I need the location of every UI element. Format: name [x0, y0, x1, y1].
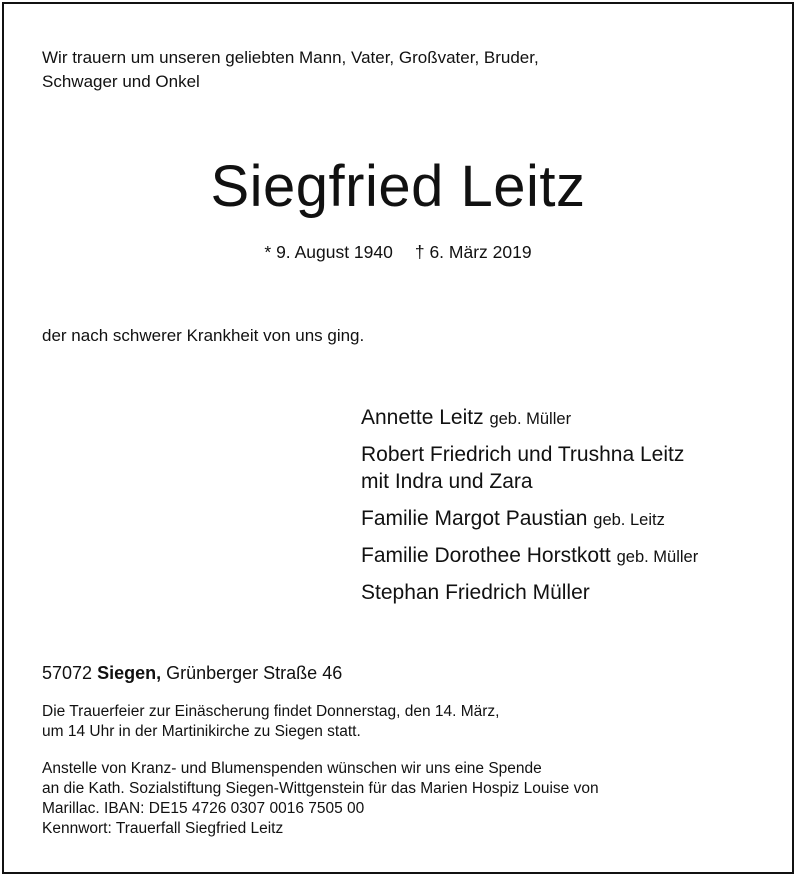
- mourner-name: Annette Leitz: [361, 406, 484, 429]
- donation-line-2: an die Kath. Sozialstiftung Siegen-Wittgenstein für das Marien Hospiz Louise von: [42, 780, 599, 797]
- mourner-name: Robert Friedrich und Trushna Leitz: [361, 443, 685, 466]
- mourner-name-continued: mit Indra und Zara: [361, 470, 533, 493]
- address-city: Siegen,: [97, 663, 162, 683]
- life-dates: [4, 240, 792, 264]
- funeral-service-info: [42, 702, 500, 742]
- intro-text: [42, 46, 539, 94]
- mourner-maiden-name: geb. Müller: [616, 548, 699, 566]
- mourners-list: [361, 404, 698, 614]
- mourner-item: [361, 579, 698, 606]
- donation-line-3: Marillac. IBAN: DE15 4726 0307 0016 7505 00: [42, 800, 365, 817]
- mourner-maiden-name: geb. Müller: [489, 410, 572, 428]
- donation-info: [42, 759, 599, 839]
- intro-line-1: Wir trauern um unseren geliebten Mann, Vater, Großvater, Bruder,: [42, 48, 539, 67]
- intro-line-2: Schwager und Onkel: [42, 72, 200, 91]
- donation-line-1: Anstelle von Kranz- und Blumenspenden wünschen wir uns eine Spende: [42, 760, 542, 777]
- mourner-item: [361, 542, 698, 571]
- mourner-maiden-name: geb. Leitz: [593, 511, 665, 529]
- mourner-name: Familie Dorothee Horstkott: [361, 544, 611, 567]
- birth-date: * 9. August 1940: [264, 242, 393, 262]
- address-postcode: 57072: [42, 663, 93, 683]
- family-address: [42, 661, 342, 685]
- donation-line-4: Kennwort: Trauerfall Siegfried Leitz: [42, 820, 284, 837]
- death-date: † 6. März 2019: [414, 242, 532, 262]
- address-street: Grünberger Straße 46: [166, 663, 343, 683]
- mourner-item: [361, 404, 698, 433]
- service-line-2: um 14 Uhr in der Martinikirche zu Siegen statt.: [42, 723, 361, 740]
- mourner-item: [361, 505, 698, 534]
- obituary-notice: [2, 2, 794, 874]
- mourner-name: Stephan Friedrich Müller: [361, 581, 590, 604]
- mourner-item: [361, 441, 698, 495]
- deceased-name: Siegfried Leitz: [210, 154, 586, 219]
- passing-text: der nach schwerer Krankheit von uns ging.: [42, 326, 365, 345]
- service-line-1: Die Trauerfeier zur Einäscherung findet Donnerstag, den 14. März,: [42, 703, 500, 720]
- mourner-name: Familie Margot Paustian: [361, 507, 588, 530]
